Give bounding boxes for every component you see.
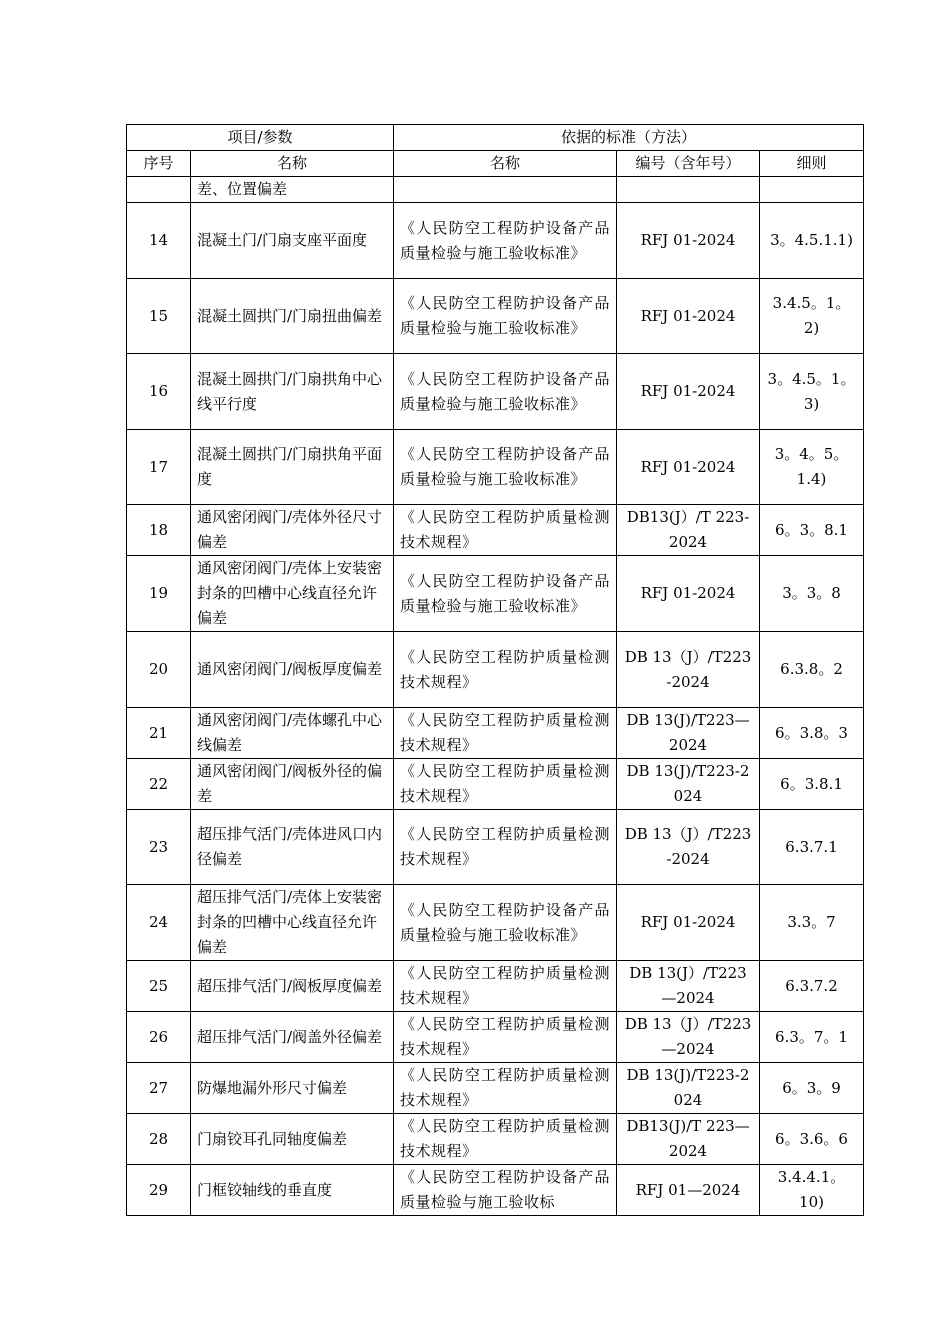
cell-item: 混凝土圆拱门/门扇拱角中心线平行度 (191, 354, 394, 430)
table-row (127, 556, 864, 632)
cell-code: RFJ 01-2024 (617, 430, 760, 505)
cell-item: 防爆地漏外形尺寸偏差 (191, 1063, 394, 1114)
cell-item: 通风密闭阀门/壳体外径尺寸偏差 (191, 505, 394, 556)
cell-code: RFJ 01-2024 (617, 279, 760, 354)
cell-standard: 《人民防空工程防护质量检测技术规程》 (394, 810, 617, 885)
cell-standard: 《人民防空工程防护质量检测技术规程》 (394, 708, 617, 759)
cell-item: 门框铰轴线的垂直度 (191, 1165, 394, 1216)
cell-item: 通风密闭阀门/阀板厚度偏差 (191, 632, 394, 708)
cell-item: 混凝土圆拱门/门扇扭曲偏差 (191, 279, 394, 354)
cell-item: 通风密闭阀门/壳体螺孔中心线偏差 (191, 708, 394, 759)
cell-clause (760, 177, 864, 203)
cell-item: 通风密闭阀门/壳体上安装密封条的凹槽中心线直径允许偏差 (191, 556, 394, 632)
cell-standard: 《人民防空工程防护质量检测技术规程》 (394, 1114, 617, 1165)
cell-no: 17 (127, 430, 191, 505)
cell-item: 混凝土圆拱门/门扇拱角平面度 (191, 430, 394, 505)
cell-no: 26 (127, 1012, 191, 1063)
cell-clause: 3。4.5。1。3) (760, 354, 864, 430)
cell-standard: 《人民防空工程防护设备产品质量检验与施工验收标 (394, 1165, 617, 1216)
cell-standard: 《人民防空工程防护质量检测技术规程》 (394, 505, 617, 556)
cell-standard: 《人民防空工程防护设备产品质量检验与施工验收标准》 (394, 203, 617, 279)
col-header-clause: 细则 (760, 151, 864, 177)
cell-no: 21 (127, 708, 191, 759)
table-row (127, 810, 864, 885)
table-row (127, 1114, 864, 1165)
continuation-row (127, 177, 864, 203)
cell-code: DB 13(J)/T223-2024 (617, 1063, 760, 1114)
cell-standard (394, 177, 617, 203)
table-row (127, 708, 864, 759)
table-row (127, 1165, 864, 1216)
cell-standard: 《人民防空工程防护设备产品质量检验与施工验收标准》 (394, 556, 617, 632)
cell-item: 超压排气活门/阀盖外径偏差 (191, 1012, 394, 1063)
cell-clause: 6。3。9 (760, 1063, 864, 1114)
cell-clause: 3.4.5。1。2) (760, 279, 864, 354)
cell-item: 超压排气活门/壳体上安装密封条的凹槽中心线直径允许偏差 (191, 885, 394, 961)
cell-code: RFJ 01-2024 (617, 354, 760, 430)
cell-code: DB 13(J)/T223-2024 (617, 759, 760, 810)
cell-standard: 《人民防空工程防护设备产品质量检验与施工验收标准》 (394, 354, 617, 430)
cell-item: 差、位置偏差 (191, 177, 394, 203)
standards-table (126, 124, 864, 1216)
table-row (127, 505, 864, 556)
cell-standard: 《人民防空工程防护质量检测技术规程》 (394, 961, 617, 1012)
cell-no: 18 (127, 505, 191, 556)
table-row (127, 632, 864, 708)
cell-no: 20 (127, 632, 191, 708)
table-row (127, 354, 864, 430)
table-row (127, 1063, 864, 1114)
cell-code: DB 13（J）/T223—2024 (617, 1012, 760, 1063)
cell-standard: 《人民防空工程防护质量检测技术规程》 (394, 632, 617, 708)
cell-clause: 6.3.7.1 (760, 810, 864, 885)
table-row (127, 203, 864, 279)
cell-clause: 3。4.5.1.1) (760, 203, 864, 279)
cell-clause: 6.3。7。1 (760, 1012, 864, 1063)
cell-clause: 3.3。7 (760, 885, 864, 961)
cell-code: RFJ 01-2024 (617, 556, 760, 632)
cell-clause: 6.3.7.2 (760, 961, 864, 1012)
table-row (127, 430, 864, 505)
cell-no: 29 (127, 1165, 191, 1216)
cell-standard: 《人民防空工程防护设备产品质量检验与施工验收标准》 (394, 279, 617, 354)
cell-item: 门扇铰耳孔同轴度偏差 (191, 1114, 394, 1165)
cell-no: 28 (127, 1114, 191, 1165)
cell-code (617, 177, 760, 203)
cell-code: DB 13（J）/T223-2024 (617, 810, 760, 885)
cell-code: DB 13（J）/T223-2024 (617, 632, 760, 708)
cell-code: RFJ 01-2024 (617, 885, 760, 961)
cell-code: DB13(J）/T 223-2024 (617, 505, 760, 556)
cell-no: 22 (127, 759, 191, 810)
cell-standard: 《人民防空工程防护质量检测技术规程》 (394, 759, 617, 810)
cell-clause: 6。3.8。3 (760, 708, 864, 759)
cell-code: DB 13(J)/T223—2024 (617, 708, 760, 759)
cell-item: 超压排气活门/壳体进风口内径偏差 (191, 810, 394, 885)
cell-no: 24 (127, 885, 191, 961)
cell-clause: 3。3。8 (760, 556, 864, 632)
cell-standard: 《人民防空工程防护设备产品质量检验与施工验收标准》 (394, 885, 617, 961)
cell-clause: 6.3.8。2 (760, 632, 864, 708)
table-row (127, 759, 864, 810)
table-row (127, 961, 864, 1012)
cell-code: DB13(J)/T 223—2024 (617, 1114, 760, 1165)
cell-code: RFJ 01-2024 (617, 203, 760, 279)
cell-clause: 6。3.8.1 (760, 759, 864, 810)
cell-clause: 3。4。5。1.4) (760, 430, 864, 505)
group-header-row (127, 125, 864, 151)
col-header-item: 名称 (191, 151, 394, 177)
cell-standard: 《人民防空工程防护设备产品质量检验与施工验收标准》 (394, 430, 617, 505)
cell-clause: 6。3.6。6 (760, 1114, 864, 1165)
cell-clause: 6。3。8.1 (760, 505, 864, 556)
cell-standard: 《人民防空工程防护质量检测技术规程》 (394, 1063, 617, 1114)
table-row (127, 1012, 864, 1063)
cell-code: DB 13(J）/T223—2024 (617, 961, 760, 1012)
group-header-standard: 依据的标准（方法） (394, 125, 864, 151)
cell-code: RFJ 01—2024 (617, 1165, 760, 1216)
cell-no: 27 (127, 1063, 191, 1114)
group-header-item: 项目/参数 (127, 125, 394, 151)
cell-item: 通风密闭阀门/阀板外径的偏差 (191, 759, 394, 810)
col-header-code: 编号（含年号） (617, 151, 760, 177)
cell-no: 23 (127, 810, 191, 885)
col-header-no: 序号 (127, 151, 191, 177)
cell-no: 14 (127, 203, 191, 279)
cell-item: 超压排气活门/阀板厚度偏差 (191, 961, 394, 1012)
table-row (127, 885, 864, 961)
cell-no: 19 (127, 556, 191, 632)
cell-no: 25 (127, 961, 191, 1012)
column-header-row (127, 151, 864, 177)
cell-no: 16 (127, 354, 191, 430)
cell-clause: 3.4.4.1。10) (760, 1165, 864, 1216)
cell-no (127, 177, 191, 203)
table-row (127, 279, 864, 354)
cell-no: 15 (127, 279, 191, 354)
cell-standard: 《人民防空工程防护质量检测技术规程》 (394, 1012, 617, 1063)
cell-item: 混凝土门/门扇支座平面度 (191, 203, 394, 279)
col-header-standard: 名称 (394, 151, 617, 177)
